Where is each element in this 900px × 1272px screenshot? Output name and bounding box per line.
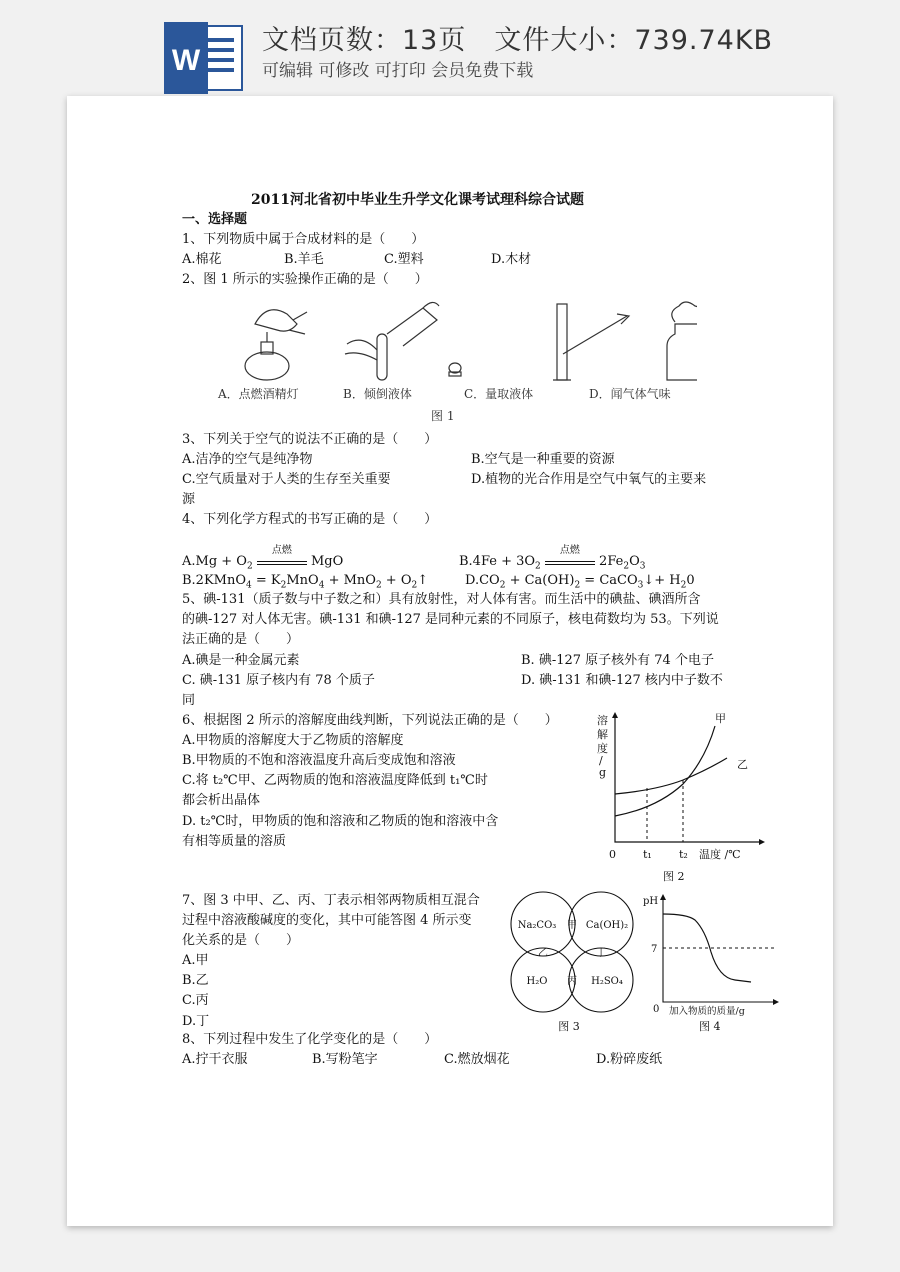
q1-option-a: A.棉花 xyxy=(182,252,222,267)
fig2-series-yi-label: 乙 xyxy=(737,758,748,771)
fig4-tick-7: 7 xyxy=(651,944,658,955)
q4-a-condition: 点燃 xyxy=(271,545,292,556)
fig3-region-yi: 乙 xyxy=(538,948,548,959)
q7-option-b: B.乙 xyxy=(182,973,209,988)
fig1-caption-a: A．点燃酒精灯 xyxy=(218,387,299,401)
q8-stem: 8、下列过程中发生了化学变化的是（ ） xyxy=(182,1032,438,1047)
header-subtitle: 可编辑 可修改 可打印 会员免费下载 xyxy=(262,61,534,81)
q6-option-d: D. t₂℃时，甲物质的饱和溶液和乙物质的饱和溶液中含 xyxy=(182,814,499,829)
file-size: 文件大小：739.74KB xyxy=(494,25,774,56)
fig2-ylabel-4: / xyxy=(599,754,603,767)
q6-option-c-cont: 都会析出晶体 xyxy=(182,793,261,808)
fig1-caption-d: D．闻气体气味 xyxy=(589,387,671,401)
q5-line-1: 5、碘-131（质子数与中子数之和）具有放射性，对人体有害。而生活中的碘盐、碘酒所含 xyxy=(182,592,701,607)
figure-2-solubility-chart xyxy=(587,708,777,888)
q1-stem: 1、下列物质中属于合成材料的是（ ） xyxy=(182,232,425,247)
fig2-ylabel-2: 解 xyxy=(597,728,608,741)
q8-option-a: A.拧干衣服 xyxy=(182,1052,248,1067)
q2-stem: 2、图 1 所示的实验操作正确的是（ ） xyxy=(182,272,428,287)
q5-option-b: B. 碘-127 原子核外有 74 个电子 xyxy=(521,653,714,668)
q3-stem: 3、下列关于空气的说法不正确的是（ ） xyxy=(182,432,438,447)
q7-option-d: D.丁 xyxy=(182,1014,210,1029)
fig2-ylabel-5: g xyxy=(599,766,607,779)
fig1-caption-c: C．量取液体 xyxy=(464,387,534,401)
q4-option-c: B.2KMnO$_4$ = $K_2MnO_4 + MnO_2$ + $O_2↑$ xyxy=(182,573,429,591)
q7-line-2: 过程中溶液酸碱度的变化，其中可能答图 4 所示变 xyxy=(182,913,472,928)
q8-option-d: D.粉碎废纸 xyxy=(596,1052,663,1067)
fig4-axes xyxy=(663,896,777,1002)
fig2-xlabel: 温度 /℃ xyxy=(699,848,741,861)
fig3-region-jia: 甲 xyxy=(567,920,577,931)
q5-line-3: 法正确的是（ ） xyxy=(182,632,300,647)
fig2-tick-t1: t₁ xyxy=(643,848,652,861)
q7-line-1: 7、图 3 中甲、乙、丙、丁表示相邻两物质相互混合 xyxy=(182,893,480,908)
q5-option-a: A.碘是一种金属元素 xyxy=(182,653,300,668)
fig2-caption: 图 2 xyxy=(663,870,685,883)
fig3-caption: 图 3 xyxy=(558,1020,580,1033)
fig4-xlabel: 加入物质的质量/g xyxy=(669,1006,745,1017)
q6-stem: 6、根据图 2 所示的溶解度曲线判断，下列说法正确的是（ ） xyxy=(182,713,558,728)
q3-option-a: A.洁净的空气是纯净物 xyxy=(182,452,313,467)
header-title xyxy=(262,18,773,57)
fig3-label-caoh2: Ca(OH)₂ xyxy=(585,920,629,931)
fig1-label: 图 1 xyxy=(431,409,455,423)
fig4-caption: 图 4 xyxy=(699,1020,721,1033)
q6-option-a: A.甲物质的溶解度大于乙物质的溶解度 xyxy=(182,733,404,748)
q5-line-2: 的碘-127 对人体无害。碘-131 和碘-127 是同种元素的不同原子，核电荷数均为 53。下列说 xyxy=(182,612,719,627)
q1-option-b: B.羊毛 xyxy=(284,252,324,267)
q7-option-c: C.丙 xyxy=(182,993,209,1008)
q4-option-a: $A.Mg + O_2$ 点燃 MgO xyxy=(182,545,344,572)
fig3-region-bing: 丙 xyxy=(567,976,577,987)
doc-title: 2011河北省初中毕业生升学文化课考试理科综合试题 xyxy=(251,192,584,208)
q4-option-d: $D.CO_2 + Ca(OH)_2$ = CaCO$_3$↓+ $H_20$ xyxy=(465,573,695,591)
fig2-ylabel-1: 溶 xyxy=(597,714,608,727)
fig2-curve-yi xyxy=(615,758,727,794)
q1-option-d: D.木材 xyxy=(491,252,532,267)
document-page xyxy=(67,96,833,1226)
q5-option-c: C. 碘-131 原子核内有 78 个质子 xyxy=(182,673,375,688)
fig3-label-h2so4: H₂SO₄ xyxy=(591,976,623,987)
word-document-icon xyxy=(164,22,244,94)
q4-option-b: $B.4Fe + 3O_2$ 点燃 $2Fe_2O_3$ xyxy=(459,545,646,572)
fig2-ylabel-3: 度 xyxy=(597,742,608,755)
fig1-caption-b: B．倾倒液体 xyxy=(343,387,412,401)
q6-option-c: C.将 t₂℃甲、乙两物质的饱和溶液温度降低到 t₁℃时 xyxy=(182,773,488,788)
fig2-series-jia-label: 甲 xyxy=(715,712,726,725)
fig2-tick-t2: t₂ xyxy=(679,848,688,861)
fig3-region-ding: 丁 xyxy=(596,948,606,959)
q5-option-d-cont: 同 xyxy=(182,693,196,708)
page-count: 文档页数：13页 xyxy=(262,25,467,56)
q8-option-b: B.写粉笔字 xyxy=(312,1052,378,1067)
q6-option-d-cont: 有相等质量的溶质 xyxy=(182,834,287,849)
download-header xyxy=(0,0,900,96)
q7-option-a: A.甲 xyxy=(182,953,209,968)
section-heading: 一、选择题 xyxy=(182,212,248,227)
q7-line-3: 化关系的是（ ） xyxy=(182,933,300,948)
q4-b-condition: 点燃 xyxy=(559,545,580,556)
q4-stem: 4、下列化学方程式的书写正确的是（ ） xyxy=(182,512,438,527)
q1-option-c: C.塑料 xyxy=(384,252,424,267)
q3-option-c: C.空气质量对于人类的生存至关重要 xyxy=(182,472,391,487)
q3-option-b: B.空气是一种重要的资源 xyxy=(471,452,615,467)
q3-option-d: D.植物的光合作用是空气中氧气的主要来 xyxy=(471,472,707,487)
svg-text:W: W xyxy=(171,44,201,77)
fig3-label-na2co3: Na₂CO₃ xyxy=(517,920,557,931)
fig2-origin: 0 xyxy=(609,848,616,861)
fig4-ylabel: pH xyxy=(643,896,659,907)
fig4-origin: 0 xyxy=(653,1004,660,1015)
q8-option-c: C.燃放烟花 xyxy=(444,1052,510,1067)
figure-4-ph-chart xyxy=(639,890,784,1036)
fig2-curve-jia xyxy=(615,726,715,816)
figure-3-venn-diagram xyxy=(507,886,637,1036)
q5-option-d: D. 碘-131 和碘-127 核内中子数不 xyxy=(521,673,723,688)
fig3-label-h2o: H₂O xyxy=(526,976,548,987)
q3-option-d-cont: 源 xyxy=(182,492,196,507)
q6-option-b: B.甲物质的不饱和溶液温度升高后变成饱和溶液 xyxy=(182,753,456,768)
